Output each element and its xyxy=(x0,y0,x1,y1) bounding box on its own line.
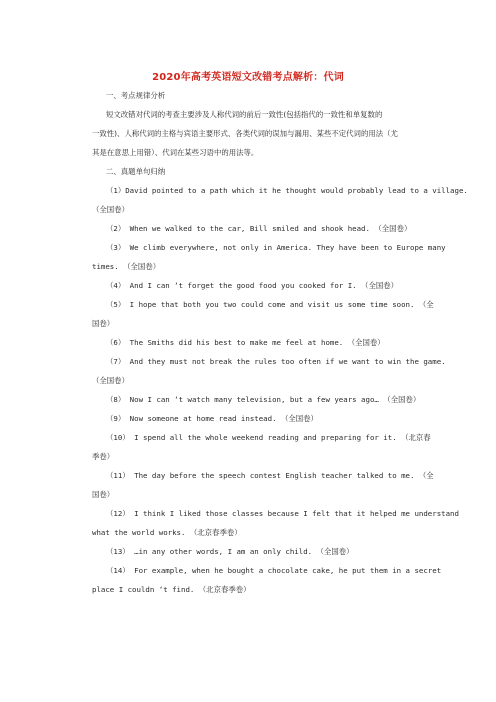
example-line-continued: times. （全国卷） xyxy=(92,262,161,271)
example-line-continued: place I couldn ‘t find. （北京春季卷） xyxy=(92,585,251,594)
example-list xyxy=(92,181,468,599)
example-line-continued: （全国卷） xyxy=(92,376,129,385)
paragraph-line: 其是在意思上用错）、代词在某些习语中的用法等。 xyxy=(92,148,259,157)
example-line-continued: 季卷） xyxy=(92,452,115,461)
paragraph-line: 一致性)、人称代词的主格与宾语主要形式、各类代词的误加与漏用、某些不定代词的用法（尤 xyxy=(92,129,398,138)
example-line: （8） Now I can ‘t watch many television, but a few years ago… （全国卷） xyxy=(106,395,421,404)
example-line: （10） I spend all the whole weekend reading and preparing for it. （北京春 xyxy=(106,433,431,442)
example-line: （13） …in any other words, I am an only child. （全国卷） xyxy=(106,547,354,556)
document-body xyxy=(92,86,468,599)
section-heading: 二、真题单句归纳 xyxy=(106,167,166,176)
example-line-continued: what the world works. （北京春季卷） xyxy=(92,528,242,537)
example-line: （7） And they must not break the rules too often if we want to win the game. xyxy=(106,357,446,366)
document-title: 2020年高考英语短文改错考点解析：代词 xyxy=(152,72,344,83)
example-line: （5） I hope that both you two could come and visit us some time soon. （全 xyxy=(106,300,434,309)
example-line-continued: （全国卷） xyxy=(92,205,129,214)
paragraph-line: 短文改错对代词的考查主要涉及人称代词的前后一致性(包括指代的一致性和单复数的 xyxy=(106,110,383,119)
section-heading: 一、考点规律分析 xyxy=(106,91,166,100)
example-line: （6） The Smiths did his best to make me feel at home. （全国卷） xyxy=(106,338,385,347)
example-line: （4） And I can ‘t forget the good food you cooked for I. （全国卷） xyxy=(106,281,399,290)
example-line-continued: 国卷） xyxy=(92,319,115,328)
example-line: （3） We climb everywhere, not only in America. They have been to Europe many xyxy=(106,243,446,252)
example-line: （1）David pointed to a path which it he thought would probably lead to a village. xyxy=(106,186,468,195)
example-line: （9） Now someone at home read instead. （全国卷） xyxy=(106,414,318,423)
example-line: （14） For example, when he bought a chocolate cake, he put them in a secret xyxy=(106,566,442,575)
example-line: （2） When we walked to the car, Bill smiled and shook head. （全国卷） xyxy=(106,224,412,233)
example-line-continued: 国卷） xyxy=(92,490,115,499)
example-line: （12） I think I liked those classes because I felt that it helped me understand xyxy=(106,509,459,518)
example-line: （11） The day before the speech contest English teacher talked to me. （全 xyxy=(106,471,434,480)
